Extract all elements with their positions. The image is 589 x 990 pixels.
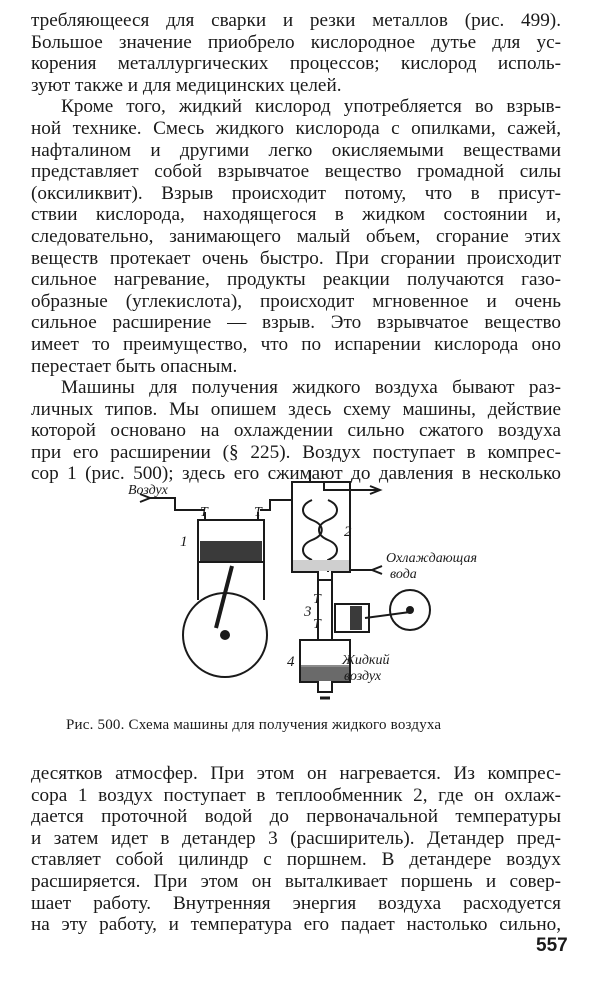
text-line: на эту работу, и температура его падает настолько сильно, <box>31 914 561 936</box>
page-number: 557 <box>536 935 568 956</box>
text-line: и затем идет в детандер 3 (расширитель). Детандер пред- <box>31 827 561 849</box>
text-line: сильное расширение — взрыв. Это взрывчатое вещество <box>31 312 561 334</box>
label-number-2: 2 <box>344 524 352 540</box>
text-line: личных типов. Мы опишем здесь схему машины, действие <box>31 398 561 420</box>
paragraph-continuation <box>31 10 561 96</box>
compressor-outlet-pipe <box>260 500 292 510</box>
air-inlet-pipe <box>150 498 205 510</box>
label-air-in: Воздух <box>128 483 168 498</box>
text-line: расширяется. При этом он выталкивает поршень и совер- <box>31 870 561 892</box>
text-line: корения металлургических процессов; кислород исполь- <box>31 53 561 75</box>
text-line: сор 1 (рис. 500); здесь его сжимают до давления в несколько <box>31 463 561 485</box>
text-line: веществ протекает очень быстро. При сгорании происходит <box>31 247 561 269</box>
valve-label: T <box>313 617 321 632</box>
label-liquid-air-2: воздух <box>344 669 382 684</box>
text-line: следовательно, занимающего малый объем, сгорание этих <box>31 225 561 247</box>
figure-caption: Рис. 500. Схема машины для получения жидкого воздуха <box>66 717 442 733</box>
expander-piston <box>350 606 362 630</box>
text-line: ствии кислорода, находящегося в жидком состоянии и, <box>31 204 561 226</box>
text-line: ной технике. Смесь жидкого кислорода с опилками, сажей, <box>31 117 561 139</box>
text-line: десятков атмосфер. При этом он нагревается. Из компрес- <box>31 763 561 784</box>
liquid-air-fill <box>301 667 349 681</box>
label-liquid-air-1: Жидкий <box>342 653 390 668</box>
label-number-4: 4 <box>287 654 295 670</box>
valve-label: T <box>313 592 321 607</box>
text-line: зуют также и для медицинских целей. <box>31 74 342 96</box>
valve-label: T <box>200 505 208 520</box>
label-cooling-water-1: Охлаждающая <box>386 551 477 566</box>
text-line: представляет собой взрывчатое вещество громадной силы <box>31 161 561 183</box>
text-line: сора 1 воздух поступает в теплообменник 2, где он охлаж- <box>31 784 561 806</box>
text-line: шает работу. Внутренняя энергия воздуха расходуется <box>31 892 561 914</box>
bottom-text-block <box>31 763 561 936</box>
outlet-pipe-top <box>310 470 360 490</box>
text-line: (оксиликвит). Взрыв происходит потому, что в присут- <box>31 182 561 204</box>
top-text-block <box>31 10 561 485</box>
text-line: нафталином и другими легко окисляемыми веществами <box>31 139 561 161</box>
liquid-air-machine-diagram <box>0 470 589 710</box>
text-line: образные (углекислота), происходит мгновенное и очень <box>31 290 561 312</box>
label-number-3: 3 <box>304 604 312 620</box>
text-line: Машины для получения жидкого воздуха бывают раз- <box>61 377 561 399</box>
text-line: перестает быть опасным. <box>31 355 238 377</box>
text-line: требляющееся для сварки и резки металлов (рис. 499). <box>31 10 561 31</box>
text-line: имеет то преимущество, что по испарении кислорода оно <box>31 333 561 355</box>
compressor-piston <box>200 541 262 561</box>
text-line: сильное нагревание, продукты реакции получаются газо- <box>31 269 561 291</box>
text-line: которой основано на охлаждении сильно сжатого воздуха <box>31 420 561 442</box>
water-fill <box>293 560 349 571</box>
paragraph-machines <box>31 377 561 485</box>
text-line: Кроме того, жидкий кислород употребляется во взрыв- <box>61 96 561 118</box>
paragraph-liquid-oxygen <box>31 96 561 377</box>
label-cooling-water-2: вода <box>390 567 417 582</box>
valve-label: T <box>254 505 262 520</box>
text-line: Большое значение приобрело кислородное дутье для ус- <box>31 31 561 53</box>
text-line: ставляет собой цилиндр с поршнем. В детандере воздух <box>31 849 561 871</box>
text-line: дается проточной водой до первоначальной температуры <box>31 806 561 828</box>
connecting-rod <box>216 566 232 628</box>
text-line: при его расширении (§ 225). Воздух поступает в компрес- <box>31 441 561 463</box>
label-number-1: 1 <box>180 534 188 550</box>
